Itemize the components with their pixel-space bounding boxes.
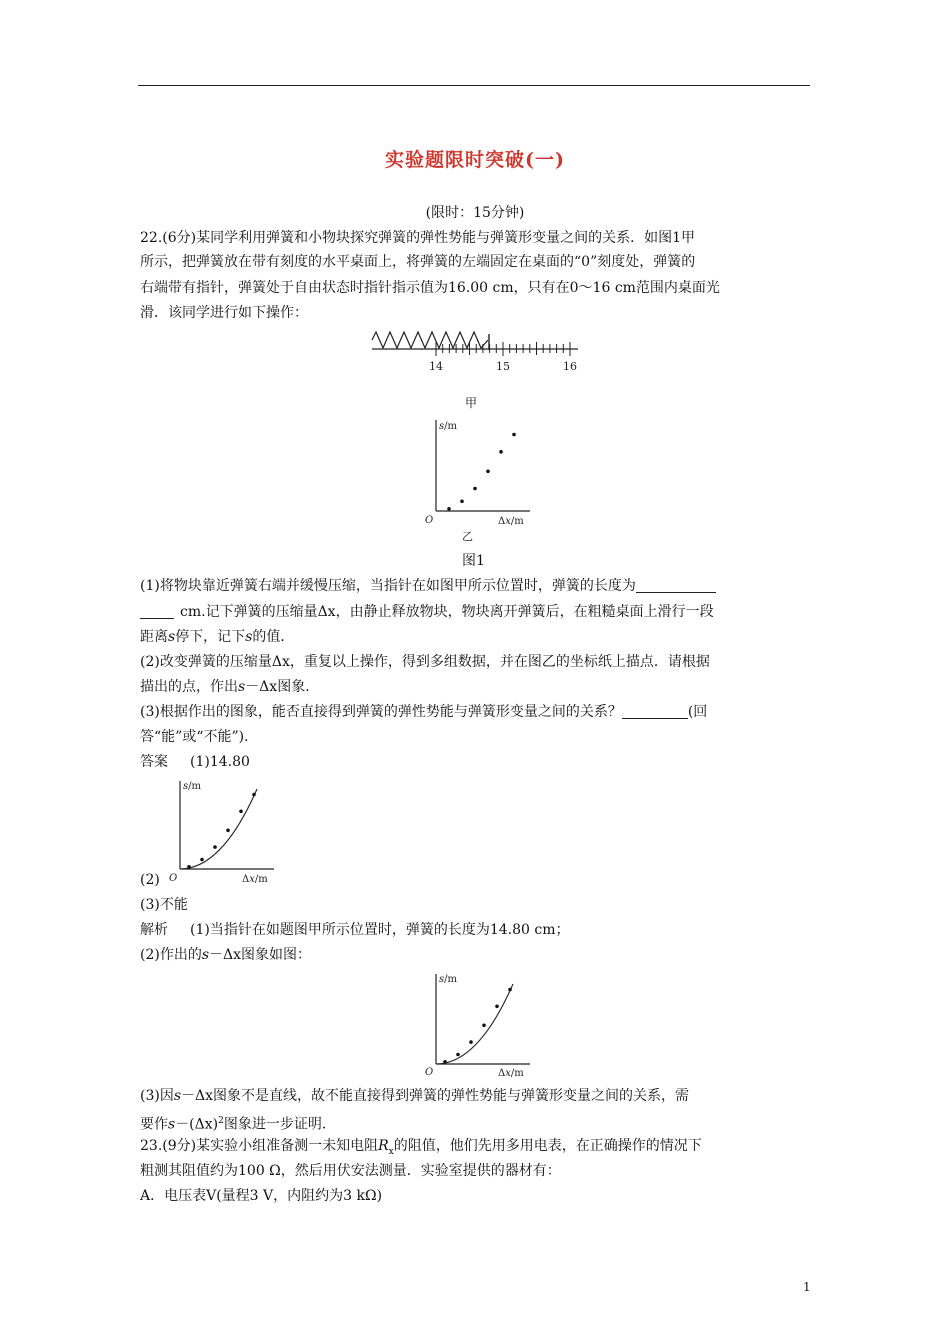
analysis-point-4 [482, 1024, 486, 1028]
page-number: 1 [803, 1280, 811, 1294]
origin-label: O [425, 515, 434, 526]
analysis-curve-graph [418, 968, 538, 1078]
ruler-label-16: 16 [563, 360, 577, 373]
q22-part1-line-3: 距离s停下，记下s的值． [140, 629, 295, 645]
analysis-line-3: (3)因s－Δx图象不是直线，故不能直接得到弹簧的弹性势能与弹簧形变量之间的关系，需 [140, 1088, 690, 1104]
scatter-yi-point-1 [447, 507, 451, 511]
scatter-yi-point-6 [512, 433, 516, 437]
figure-caption: 图1 [462, 553, 485, 569]
answer-point-6 [252, 793, 256, 797]
svg-text:O: O [425, 1067, 434, 1078]
ruler-ticks [436, 342, 570, 356]
answer-point-1 [187, 865, 191, 869]
q22-part1-line-1: (1)将物块靠近弹簧右端并缓慢压缩，当指针在如图甲所示位置时，弹簧的长度为 [140, 576, 812, 596]
answer-part3: (3)不能 [140, 897, 188, 913]
svg-text:Δx/m: Δx/m [498, 1068, 524, 1078]
analysis-point-1 [443, 1060, 447, 1064]
scatter-yi-point-5 [499, 450, 503, 454]
scatter-yi-point-3 [473, 487, 477, 491]
analysis-line-4: 要作$s-(\Delta x)^2$图象进一步证明． [140, 1116, 336, 1133]
q22-line-4: 滑．该同学进行如下操作： [140, 305, 308, 321]
q22-part2-line-2: 描出的点，作出s－Δx图象． [140, 679, 320, 695]
scatter-yi-point-4 [486, 470, 490, 474]
header-rule [138, 85, 810, 86]
answer-point-2 [200, 858, 204, 862]
analysis-point-6 [508, 988, 512, 992]
answer-blank-3[interactable] [622, 703, 688, 719]
analysis-line-2: (2)作出的s－Δx图象如图： [140, 947, 312, 963]
svg-text:Δx/m: Δx/m [242, 874, 268, 885]
q22-line-2: 所示，把弹簧放在带有刻度的水平桌面上，将弹簧的左端固定在桌面的“0”刻度处，弹簧的 [140, 254, 696, 270]
x-axis-label: Δx/m [498, 516, 524, 527]
q22-part2-line-1: (2)改变弹簧的压缩量Δx，重复以上操作，得到多组数据，并在图乙的坐标纸上描点．请根据 [140, 654, 710, 670]
q22-line-3: 右端带有指针，弹簧处于自由状态时指针指示值为16.00 cm，只有在0～16 cm范围内桌面光 [140, 280, 720, 296]
analysis-point-3 [469, 1040, 473, 1044]
spring-ruler-figure [368, 328, 583, 376]
q22-part1-line-2: cm.记下弹簧的压缩量Δx，由静止释放物块，物块离开弹簧后，在粗糙桌面上滑行一段 [140, 602, 812, 622]
q22-part3-line-2: 答“能”或“不能”)． [140, 729, 259, 745]
svg-text:s/m: s/m [183, 781, 201, 792]
answer-point-4 [226, 829, 230, 833]
q23-line-1: 23.(9分)某实验小组准备测一未知电阻$R_x$的阻值，他们先用多用电表，在正确操作的情况下 [140, 1138, 702, 1157]
scatter-yi-point-2 [460, 500, 464, 504]
answer-point-3 [213, 845, 217, 849]
answer-line: 答案 (1)14.80 [140, 754, 250, 770]
svg-text:O: O [169, 873, 178, 884]
answer-blank-1a[interactable] [636, 577, 716, 593]
ruler-label-15: 15 [496, 360, 510, 373]
spring-coil [372, 332, 488, 348]
q23-line-2: 粗测其阻值约为100 Ω，然后用伏安法测量．实验室提供的器材有： [140, 1163, 561, 1179]
analysis-line-1: 解析 (1)当指针在如题图甲所示位置时，弹簧的长度为14.80 cm； [140, 922, 570, 938]
answer-point-5 [239, 810, 243, 814]
svg-text:s/m: s/m [439, 974, 457, 985]
figure-label-yi: 乙 [462, 530, 473, 543]
y-axis-label: s/m [439, 421, 457, 432]
figure-label-jia: 甲 [465, 396, 478, 410]
analysis-point-2 [456, 1053, 460, 1057]
analysis-point-5 [495, 1005, 499, 1009]
time-limit: (限时：15分钟) [425, 205, 525, 221]
ruler-label-14: 14 [429, 360, 443, 373]
answer-blank-1b[interactable] [140, 603, 174, 619]
q22-line-1: 22.(6分)某同学利用弹簧和小物块探究弹簧的弹性势能与弹簧形变量之间的关系．如图1甲 [140, 230, 696, 246]
scatter-graph-yi [418, 414, 538, 544]
answer-part2-label: (2) [140, 872, 160, 888]
q23-option-a: A．电压表V(量程3 V，内阻约为3 kΩ) [140, 1188, 383, 1204]
q22-part3-line-1: (3)根据作出的图象，能否直接得到弹簧的弹性势能与弹簧形变量之间的关系？ (回 [140, 704, 708, 720]
page-title: 实验题限时突破(一) [385, 149, 565, 171]
